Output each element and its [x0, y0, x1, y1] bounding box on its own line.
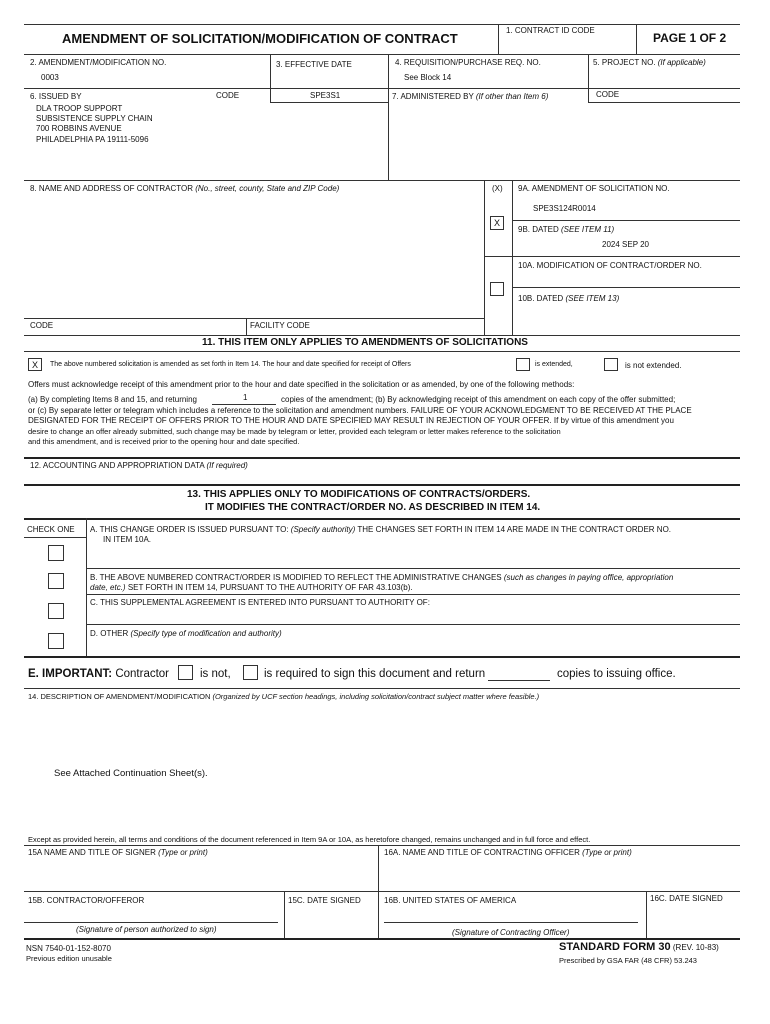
- signer-name-label: [28, 848, 208, 857]
- except-provided-text: Except as provided herein, all terms and conditions of the document referenced in Item 9A or 10A, as heretofore changed, remains unchanged and in full force and effect.: [28, 835, 591, 844]
- form-title: AMENDMENT OF SOLICITATION/MODIFICATION OF CONTRACT: [62, 31, 458, 46]
- dated-9b-value[interactable]: 2024 SEP 20: [602, 240, 650, 249]
- option-b-checkbox[interactable]: [48, 573, 64, 589]
- administered-by-label: [392, 92, 548, 101]
- accounting-note: (If required): [206, 461, 248, 470]
- is-extended-checkbox[interactable]: [516, 358, 530, 371]
- united-states-label: 16B. UNITED STATES OF AMERICA: [384, 896, 517, 905]
- copies-value[interactable]: 1: [243, 393, 248, 402]
- option-b-text-2: SET FORTH IN ITEM 14, PURSUANT TO THE AUTHORITY OF FAR 43.103(b).: [127, 583, 413, 592]
- contracting-officer-name-label: [384, 848, 632, 857]
- option-d-checkbox[interactable]: [48, 633, 64, 649]
- solicitation-amended-checkbox[interactable]: [28, 358, 42, 371]
- item-9-check-mark: X: [494, 218, 501, 228]
- administered-by-text: 7. ADMINISTERED BY: [392, 92, 474, 101]
- dated-9b-label: [518, 225, 614, 234]
- solicitation-amended-check-mark: X: [32, 360, 39, 370]
- contracting-officer-name-note: (Type or print): [582, 848, 632, 857]
- signer-name-text: 15A NAME AND TITLE OF SIGNER: [28, 848, 156, 857]
- amendment-solicitation-label: 9A. AMENDMENT OF SOLICITATION NO.: [518, 184, 670, 193]
- option-c-checkbox[interactable]: [48, 603, 64, 619]
- requisition-label: 4. REQUISITION/PURCHASE REQ. NO.: [395, 58, 541, 67]
- nsn-number: NSN 7540-01-152-8070: [26, 944, 111, 953]
- option-b-line-2: [90, 583, 413, 592]
- issued-by-label: 6. ISSUED BY: [30, 92, 82, 101]
- is-not-extended-checkbox[interactable]: [604, 358, 618, 371]
- check-one-label: CHECK ONE: [27, 525, 75, 534]
- copies-to-issuing-label: copies to issuing office.: [557, 668, 676, 680]
- dated-10b-note: (SEE ITEM 13): [565, 294, 620, 303]
- option-b-note: (such as changes in paying office, appropriation: [503, 573, 674, 582]
- issuer-line-2: SUBSISTENCE SUPPLY CHAIN: [36, 114, 153, 123]
- item-11-line-6: and this amendment, and is received prior to the opening hour and date specified.: [28, 437, 300, 446]
- amendment-no-value[interactable]: 0003: [41, 73, 59, 82]
- issued-by-code-label: CODE: [216, 91, 240, 100]
- dated-10b-text: 10B. DATED: [518, 294, 564, 303]
- contract-id-label: 1. CONTRACT ID CODE: [506, 26, 595, 35]
- option-a-text-2: THE CHANGES SET FORTH IN ITEM 14 ARE MADE IN THE CONTRACT ORDER NO.: [357, 525, 672, 534]
- accounting-label: [30, 461, 248, 470]
- prescribed-by-note: Prescribed by GSA FAR (48 CFR) 53.243: [559, 956, 697, 965]
- signer-name-note: (Type or print): [158, 848, 208, 857]
- is-extended-label: is extended,: [535, 361, 573, 368]
- is-required-label: is required to sign this document and return: [264, 668, 486, 680]
- contractor-label: [30, 184, 339, 193]
- issuer-line-1: DLA TROOP SUPPORT: [36, 104, 123, 113]
- administered-code-label: CODE: [596, 90, 620, 99]
- continuation-sheet-text: See Attached Continuation Sheet(s).: [54, 768, 208, 779]
- item-11-heading: 11. THIS ITEM ONLY APPLIES TO AMENDMENTS OF SOLICITATIONS: [202, 337, 528, 348]
- option-d-text: D. OTHER: [90, 629, 129, 638]
- option-b-note-2: date, etc.): [90, 583, 126, 592]
- description-text: 14. DESCRIPTION OF AMENDMENT/MODIFICATION: [28, 692, 211, 701]
- option-b-text: B. THE ABOVE NUMBERED CONTRACT/ORDER IS MODIFIED TO REFLECT THE ADMINISTRATIVE CHANGES: [90, 573, 502, 582]
- requisition-value[interactable]: See Block 14: [404, 73, 452, 82]
- item-11-line-5: desire to change an offer already submitted, such change may be made by telegram or letter, provided each telegram or letter makes reference to the solicitation: [28, 427, 561, 436]
- is-not-extended-label: is not extended.: [625, 361, 682, 370]
- dated-10b-label: [518, 294, 619, 303]
- description-label: [28, 692, 539, 701]
- item-11-line-2b: copies of the amendment; (b) By acknowledging receipt of this amendment on each copy of the offer submitted;: [281, 395, 676, 404]
- option-a-line-1: [90, 525, 671, 534]
- project-no-text: 5. PROJECT NO.: [593, 58, 656, 67]
- description-note: (Organized by UCF section headings, including solicitation/contract subject matter where feasible.): [212, 692, 540, 701]
- modification-contract-label: 10A. MODIFICATION OF CONTRACT/ORDER NO.: [518, 261, 702, 270]
- contractor-code-label: CODE: [30, 321, 54, 330]
- amendment-solicitation-value[interactable]: SPE3S124R0014: [533, 204, 596, 213]
- contractor-offeror-label: 15B. CONTRACTOR/OFFEROR: [28, 896, 145, 905]
- contractor-note: (No., street, county, State and ZIP Code): [195, 184, 340, 193]
- is-not-label: is not,: [200, 668, 231, 680]
- is-not-checkbox[interactable]: [178, 665, 193, 680]
- administered-by-note: (If other than Item 6): [475, 92, 549, 101]
- contracting-officer-name-text: 16A. NAME AND TITLE OF CONTRACTING OFFICER: [384, 848, 580, 857]
- effective-date-label: 3. EFFECTIVE DATE: [276, 60, 352, 69]
- option-b-line-1: [90, 573, 673, 582]
- option-c-line: C. THIS SUPPLEMENTAL AGREEMENT IS ENTERED INTO PURSUANT TO AUTHORITY OF:: [90, 598, 430, 607]
- standard-form-name: STANDARD FORM 30: [559, 941, 671, 953]
- contractor-text: 8. NAME AND ADDRESS OF CONTRACTOR: [30, 184, 193, 193]
- important-contractor: Contractor: [115, 668, 170, 680]
- previous-edition-note: Previous edition unusable: [26, 954, 112, 963]
- solicitation-amended-text: The above numbered solicitation is amended as set forth in Item 14. The hour and date specified for receipt of Offers: [50, 361, 411, 368]
- item-11-line-1: Offers must acknowledge receipt of this amendment prior to the hour and date specified in the solicitation or as amended, by one of the following methods:: [28, 380, 575, 389]
- important-label: E. IMPORTANT:: [28, 668, 113, 680]
- officer-signature-caption: (Signature of Contracting Officer): [452, 928, 570, 937]
- item-11-line-2a: (a) By completing Items 8 and 15, and returning: [28, 395, 197, 404]
- item-10-checkbox[interactable]: [490, 282, 504, 296]
- accounting-text: 12. ACCOUNTING AND APPROPRIATION DATA: [30, 461, 205, 470]
- dated-9b-text: 9B. DATED: [518, 225, 559, 234]
- standard-form-revision: (REV. 10-83): [672, 943, 719, 952]
- x-column-label: (X): [492, 184, 503, 193]
- issued-by-code-value[interactable]: SPE3S1: [310, 91, 341, 100]
- issuer-line-3: 700 ROBBINS AVENUE: [36, 124, 122, 133]
- project-no-label: [593, 58, 706, 67]
- officer-date-signed-label: 16C. DATE SIGNED: [650, 894, 723, 903]
- contractor-date-signed-label: 15C. DATE SIGNED: [288, 896, 361, 905]
- item-11-line-4: DESIGNATED FOR THE RECEIPT OF OFFERS PRIOR TO THE HOUR AND DATE SPECIFIED MAY RESULT IN REJECTION OF YOUR OFFER. If by virtue of this amendment you: [28, 416, 674, 425]
- option-a-line-2: IN ITEM 10A.: [103, 535, 152, 544]
- page-label: PAGE 1 OF 2: [653, 31, 727, 45]
- contractor-signature-caption: (Signature of person authorized to sign): [76, 925, 217, 934]
- important-row: [28, 668, 169, 680]
- item-13-heading-2: IT MODIFIES THE CONTRACT/ORDER NO. AS DESCRIBED IN ITEM 14.: [205, 502, 541, 513]
- facility-code-label: FACILITY CODE: [250, 321, 310, 330]
- amendment-no-label: 2. AMENDMENT/MODIFICATION NO.: [30, 58, 167, 67]
- item-11-line-3: or (c) By separate letter or telegram which includes a reference to the solicitation and amendment numbers. FAILURE OF YOUR ACKNOWLEDGMENT TO BE RECEIVED AT THE PLACE: [28, 406, 692, 415]
- dated-9b-note: (SEE ITEM 11): [560, 225, 615, 234]
- item-9-checkbox[interactable]: [490, 216, 504, 230]
- option-a-text: A. THIS CHANGE ORDER IS ISSUED PURSUANT TO:: [90, 525, 289, 534]
- option-a-note: (Specify authority): [290, 525, 356, 534]
- project-no-note: (If applicable): [657, 58, 706, 67]
- issuer-line-4: PHILADELPHIA PA 19111-5096: [36, 135, 149, 144]
- option-d-line: [90, 629, 282, 638]
- is-required-checkbox[interactable]: [243, 665, 258, 680]
- item-13-heading-1: 13. THIS APPLIES ONLY TO MODIFICATIONS OF CONTRACTS/ORDERS.: [187, 489, 531, 500]
- option-d-note: (Specify type of modification and authority): [130, 629, 282, 638]
- standard-form-label: [559, 941, 719, 953]
- option-a-checkbox[interactable]: [48, 545, 64, 561]
